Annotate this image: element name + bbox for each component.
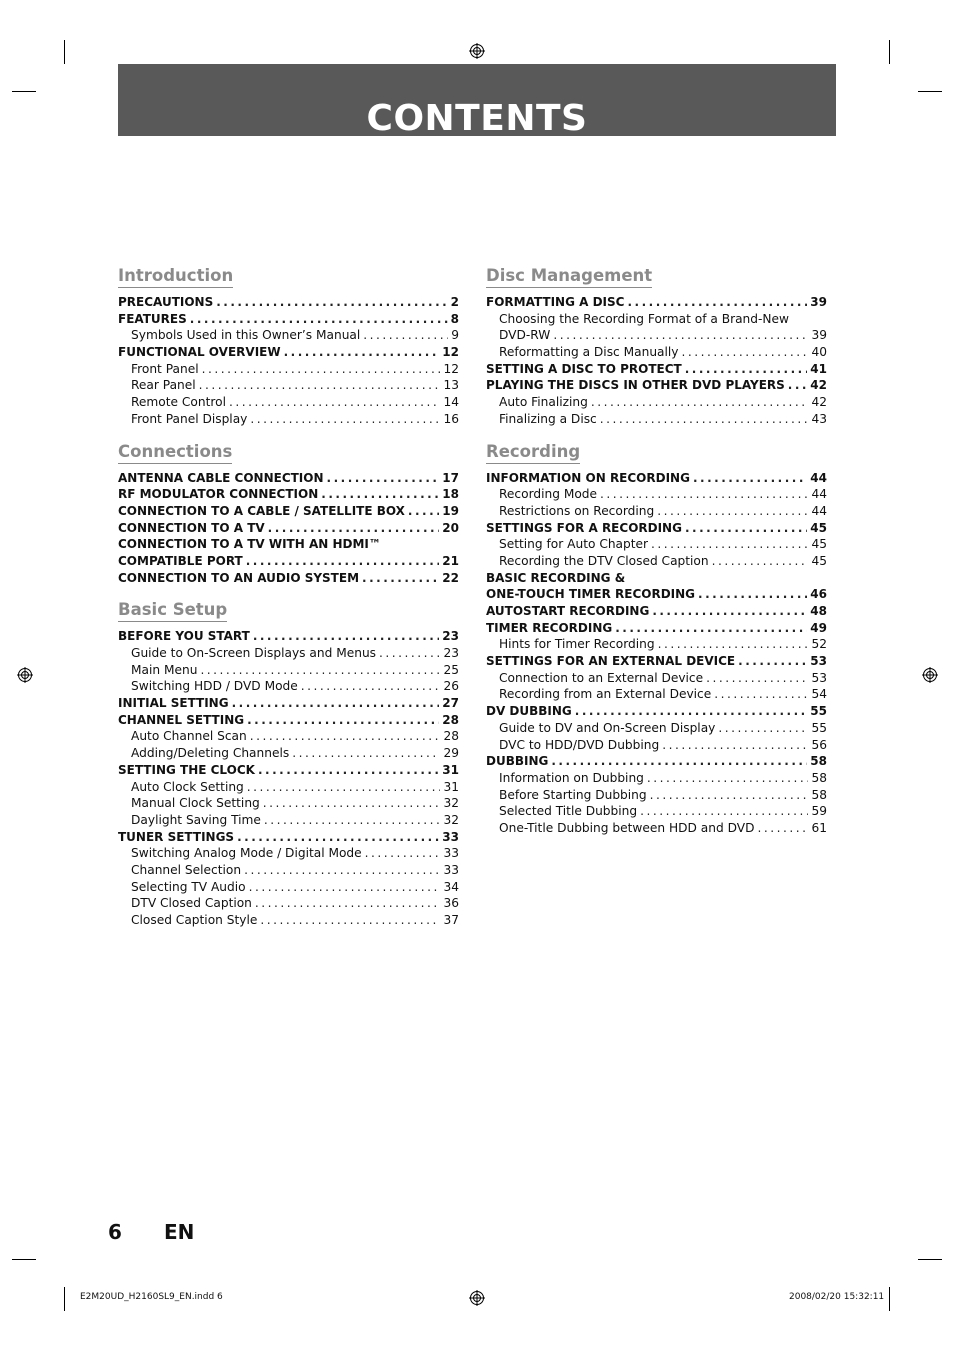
section-title: Introduction: [118, 265, 233, 288]
toc-entry-label: FORMATTING A DISC: [486, 295, 625, 309]
toc-entry[interactable]: [118, 628, 459, 645]
dot-leader: [600, 486, 808, 503]
toc-entry[interactable]: [486, 820, 827, 837]
dot-leader: [652, 603, 807, 620]
toc-entry-page: 37: [443, 913, 459, 927]
dot-leader: [647, 770, 809, 787]
dot-leader: [591, 394, 809, 411]
dot-leader: [379, 645, 440, 662]
dot-leader: [260, 912, 440, 929]
toc-entry-label: Finalizing a Disc: [499, 411, 597, 426]
crop-mark: [918, 91, 942, 92]
toc-entry-label: DV DUBBING: [486, 704, 572, 719]
toc-entry-page: 42: [810, 378, 827, 393]
dot-leader: [237, 829, 439, 846]
toc-entry-label: SETTINGS FOR AN EXTERNAL DEVICE: [486, 654, 736, 669]
dot-leader: [658, 636, 809, 653]
toc-entry[interactable]: [118, 762, 459, 779]
dot-leader: [284, 344, 440, 361]
toc-entry[interactable]: [118, 361, 459, 378]
toc-entry-label: Front Panel: [131, 361, 199, 376]
toc-entry-page: 33: [443, 846, 459, 861]
toc-entry-label: Recording Mode: [499, 487, 598, 502]
toc-entry-page: 29: [443, 746, 459, 761]
section-title: Connections: [118, 441, 232, 464]
toc-entry-page: 44: [811, 503, 827, 518]
dot-leader: [246, 553, 440, 570]
dot-leader: [190, 311, 448, 328]
toc-entry[interactable]: [118, 645, 459, 662]
toc-entry-page: 8: [450, 311, 459, 326]
toc-entry[interactable]: [486, 327, 827, 344]
toc-entry-page: 34: [443, 879, 459, 894]
dot-leader: [200, 662, 440, 679]
toc-entry-label: Manual Clock Setting: [131, 796, 260, 811]
toc-left-column: [118, 265, 459, 942]
toc-entry[interactable]: [486, 586, 827, 603]
dot-leader: [365, 845, 441, 862]
toc-entry[interactable]: [118, 745, 459, 762]
toc-entry-page: 42: [811, 395, 827, 410]
toc-entry-page: 44: [810, 470, 827, 485]
dot-leader: [247, 712, 439, 729]
toc-entry-label: Rear Panel: [131, 378, 196, 393]
crop-mark: [889, 1287, 890, 1311]
toc-section-basic-setup: [118, 599, 459, 928]
toc-entry-page: 21: [442, 553, 459, 568]
toc-entry[interactable]: [118, 795, 459, 812]
toc-entry-label: CONNECTION TO A TV: [118, 520, 265, 535]
toc-entry[interactable]: [118, 570, 459, 587]
toc-entry[interactable]: [118, 845, 459, 862]
toc-entry-label: Closed Caption Style: [131, 913, 258, 927]
dot-leader: [229, 394, 441, 411]
toc-entry[interactable]: [486, 394, 827, 411]
toc-entry-page: 9: [451, 328, 459, 343]
toc-entry-page: 32: [443, 796, 459, 811]
toc-entry-page: 45: [811, 537, 827, 552]
toc-entry[interactable]: [118, 695, 459, 712]
toc-entry[interactable]: [118, 311, 459, 328]
toc-entry[interactable]: [486, 787, 827, 804]
toc-entry-label: Main Menu: [131, 662, 198, 677]
toc-entry-label: ANTENNA CABLE CONNECTION: [118, 470, 324, 485]
toc-entry-label: Symbols Used in this Owner’s Manual: [131, 328, 361, 343]
toc-entry[interactable]: [118, 812, 459, 829]
dot-leader: [292, 745, 440, 762]
toc-entry-page: 18: [442, 487, 459, 502]
toc-entry[interactable]: [118, 553, 459, 570]
toc-entry-page: 61: [811, 820, 827, 835]
toc-entry-page: 58: [810, 754, 827, 769]
toc-entry-label: PRECAUTIONS: [118, 295, 214, 309]
dot-leader: [327, 470, 440, 487]
crop-mark: [64, 1287, 65, 1311]
toc-entry-page: 2: [450, 295, 459, 309]
toc-entry-page: 31: [443, 779, 459, 794]
toc-entry-label: Recording from an External Device: [499, 687, 712, 702]
dot-leader: [247, 779, 441, 796]
toc-entry[interactable]: [486, 294, 827, 311]
toc-entry[interactable]: [118, 470, 459, 487]
toc-entry-page: 52: [811, 637, 827, 652]
toc-entry[interactable]: [118, 294, 459, 311]
crop-mark: [12, 91, 36, 92]
toc-entry-page: 53: [811, 670, 827, 685]
dot-leader: [682, 344, 809, 361]
toc-entry[interactable]: [486, 486, 827, 503]
toc-entry-page: 12: [442, 345, 459, 360]
section-title: Recording: [486, 441, 580, 464]
toc-entry-page: 23: [442, 629, 459, 644]
toc-entry-page: 49: [810, 620, 827, 635]
toc-entry[interactable]: [486, 603, 827, 620]
toc-entry[interactable]: [118, 862, 459, 879]
toc-entry-label: Switching Analog Mode / Digital Mode: [131, 846, 362, 861]
toc-entry-label: TUNER SETTINGS: [118, 829, 235, 844]
toc-entry[interactable]: [118, 520, 459, 537]
toc-entry-label: Selecting TV Audio: [131, 879, 246, 894]
dot-leader: [263, 795, 441, 812]
toc-entry[interactable]: [486, 737, 827, 754]
dot-leader: [662, 737, 808, 754]
toc-entry-label: Connection to an External Device: [499, 670, 704, 685]
toc-entry-label: BASIC RECORDING &: [486, 570, 626, 585]
toc-entry[interactable]: [486, 720, 827, 737]
toc-entry[interactable]: [486, 311, 827, 328]
toc-entry[interactable]: [486, 753, 827, 770]
toc-entry[interactable]: [486, 770, 827, 787]
section-title: Disc Management: [486, 265, 652, 288]
dot-leader: [627, 294, 807, 311]
dot-leader: [268, 520, 440, 537]
toc-entry-label: BEFORE YOU START: [118, 629, 250, 644]
toc-entry-page: 56: [811, 737, 827, 752]
toc-entry-label: Switching HDD / DVD Mode: [131, 679, 298, 694]
toc-entry-label: TIMER RECORDING: [486, 620, 613, 635]
toc-section-connections: [118, 441, 459, 587]
dot-leader: [650, 787, 809, 804]
toc-entry-page: 22: [442, 570, 459, 585]
language-code: EN: [164, 1220, 195, 1244]
dot-leader: [199, 377, 441, 394]
toc-entry-label: DTV Closed Caption: [131, 896, 252, 911]
toc-section-recording: [486, 441, 827, 837]
toc-entry-label: Choosing the Recording Format of a Brand-New: [499, 311, 789, 326]
toc-entry-label: DUBBING: [486, 754, 549, 769]
toc-entry-page: 58: [811, 770, 827, 785]
toc-entry[interactable]: [118, 662, 459, 679]
toc-entry-page: 23: [443, 646, 459, 660]
toc-entry-page: 31: [442, 762, 459, 777]
page-number: 6: [108, 1220, 122, 1244]
registration-mark-icon: [17, 667, 33, 683]
toc-entry-page: 44: [811, 487, 827, 502]
toc-entry-page: 19: [442, 503, 459, 518]
toc-entry-label: INITIAL SETTING: [118, 696, 229, 711]
toc-entry-label: CONNECTION TO AN AUDIO SYSTEM: [118, 570, 360, 585]
dot-leader: [301, 678, 441, 695]
toc-entry-page: 25: [443, 662, 459, 677]
toc-entry-page: 58: [811, 787, 827, 802]
dot-leader: [363, 327, 448, 344]
toc-entry[interactable]: [118, 895, 459, 912]
toc-entry[interactable]: [486, 520, 827, 537]
toc-entry-page: 14: [443, 395, 459, 410]
dot-leader: [264, 812, 441, 829]
toc-entry-label: Information on Dubbing: [499, 770, 644, 785]
toc-entry-page: 20: [442, 520, 459, 535]
toc-entry-label: CHANNEL SETTING: [118, 712, 245, 727]
toc-entry[interactable]: [118, 879, 459, 896]
toc-entry-label: Adding/Deleting Channels: [131, 746, 290, 761]
toc-entry-page: 55: [811, 720, 827, 735]
section-title: Basic Setup: [118, 599, 227, 622]
toc-entry-page: 28: [442, 712, 459, 727]
toc-entry-label: Auto Clock Setting: [131, 779, 244, 794]
toc-entry[interactable]: [118, 377, 459, 394]
toc-entry-page: 26: [443, 679, 459, 694]
registration-mark-icon: [922, 667, 938, 683]
toc-entry-page: 17: [442, 470, 459, 485]
toc-entry[interactable]: [486, 703, 827, 720]
toc-entry-label: SETTING THE CLOCK: [118, 762, 255, 777]
toc-entry-label: AUTOSTART RECORDING: [486, 604, 650, 618]
toc-entry-label: Guide to DV and On-Screen Display: [499, 720, 716, 735]
toc-entry-label: SETTINGS FOR A RECORDING: [486, 520, 682, 535]
toc-entry[interactable]: [486, 686, 827, 703]
toc-entry[interactable]: [486, 570, 827, 587]
toc-entry[interactable]: [118, 912, 459, 929]
toc-entry-page: 27: [442, 696, 459, 711]
dot-leader: [250, 728, 441, 745]
toc-entry-page: 53: [810, 654, 827, 669]
dot-leader: [553, 327, 808, 344]
dot-leader: [738, 653, 807, 670]
toc-entry[interactable]: [118, 779, 459, 796]
dot-leader: [216, 294, 447, 311]
toc-entry[interactable]: [118, 411, 459, 428]
crop-mark: [889, 40, 890, 64]
registration-mark-icon: [469, 1290, 485, 1306]
dot-leader: [718, 720, 808, 737]
toc-entry-label: Auto Finalizing: [499, 395, 588, 410]
dot-leader: [788, 377, 808, 394]
dot-leader: [250, 411, 440, 428]
toc-entry[interactable]: [486, 553, 827, 570]
dot-leader: [615, 620, 807, 637]
dot-leader: [253, 628, 439, 645]
toc-entry[interactable]: [486, 503, 827, 520]
toc-entry[interactable]: [118, 503, 459, 520]
toc-entry-page: 59: [811, 804, 827, 819]
toc-entry-label: CONNECTION TO A TV WITH AN HDMI™: [118, 537, 381, 552]
dot-leader: [249, 879, 441, 896]
dot-leader: [600, 411, 809, 428]
toc-entry-page: 40: [811, 345, 827, 360]
toc-section-disc-management: [486, 265, 827, 428]
toc-entry-page: 16: [443, 411, 459, 426]
toc-entry-label: FEATURES: [118, 311, 187, 326]
page-title: CONTENTS: [366, 98, 588, 139]
title-banner: [118, 64, 836, 139]
toc-entry-page: 55: [810, 704, 827, 719]
dot-leader: [362, 570, 439, 587]
toc-entry[interactable]: [486, 411, 827, 428]
toc-entry-label: FUNCTIONAL OVERVIEW: [118, 345, 281, 360]
dot-leader: [706, 670, 808, 687]
toc-entry-label: RF MODULATOR CONNECTION: [118, 487, 319, 502]
dot-leader: [757, 820, 808, 837]
dot-leader: [244, 862, 440, 879]
dot-leader: [651, 536, 808, 553]
toc-entry-label: DVC to HDD/DVD Dubbing: [499, 737, 660, 752]
toc-entry[interactable]: [118, 536, 459, 553]
toc-entry-label: Auto Channel Scan: [131, 729, 247, 744]
toc-entry[interactable]: [118, 678, 459, 695]
dot-leader: [685, 520, 807, 537]
dot-leader: [640, 803, 808, 820]
dot-leader: [202, 361, 441, 378]
toc-entry-label: Restrictions on Recording: [499, 503, 655, 518]
dot-leader: [255, 895, 441, 912]
toc-entry-page: 45: [811, 553, 827, 568]
toc-entry-label: Selected Title Dubbing: [499, 804, 638, 819]
toc-entry-label: One-Title Dubbing between HDD and DVD: [499, 820, 755, 835]
toc-entry[interactable]: [118, 344, 459, 361]
toc-entry-label: Front Panel Display: [131, 411, 248, 426]
dot-leader: [698, 586, 807, 603]
toc-entry-page: 45: [810, 520, 827, 535]
toc-entry-page: 33: [443, 862, 459, 877]
dot-leader: [712, 553, 809, 570]
toc-entry[interactable]: [486, 620, 827, 637]
toc-entry[interactable]: [118, 486, 459, 503]
toc-entry[interactable]: [486, 361, 827, 378]
dot-leader: [321, 486, 439, 503]
dot-leader: [714, 686, 808, 703]
dot-leader: [693, 470, 807, 487]
toc-entry-page: 46: [810, 587, 827, 602]
toc-entry[interactable]: [486, 653, 827, 670]
toc-entry-label: PLAYING THE DISCS IN OTHER DVD PLAYERS: [486, 378, 785, 393]
dot-leader: [657, 503, 808, 520]
dot-leader: [551, 753, 807, 770]
dot-leader: [685, 361, 808, 378]
dot-leader: [232, 695, 440, 712]
toc-entry-page: 28: [443, 729, 459, 744]
toc-entry[interactable]: [486, 470, 827, 487]
toc-entry-label: SETTING A DISC TO PROTECT: [486, 361, 682, 376]
toc-entry-label: Guide to On-Screen Displays and Menus: [131, 646, 377, 660]
dot-leader: [258, 762, 439, 779]
toc-entry-page: 12: [443, 361, 459, 376]
toc-entry-page: 13: [443, 378, 459, 393]
toc-entry[interactable]: [486, 670, 827, 687]
toc-entry[interactable]: [118, 829, 459, 846]
dot-leader: [408, 503, 439, 520]
toc-entry-page: 48: [810, 604, 827, 618]
crop-mark: [918, 1259, 942, 1260]
toc-entry-label: ONE-TOUCH TIMER RECORDING: [486, 587, 696, 602]
toc-entry[interactable]: [486, 803, 827, 820]
toc-entry-label: COMPATIBLE PORT: [118, 553, 243, 568]
toc-entry[interactable]: [486, 536, 827, 553]
toc-entry[interactable]: [118, 712, 459, 729]
toc-entry-page: 54: [811, 687, 827, 702]
crop-mark: [12, 1259, 36, 1260]
toc-entry-label: Reformatting a Disc Manually: [499, 345, 679, 360]
date-slug: 2008/02/20 15:32:11: [789, 1292, 885, 1302]
toc-entry[interactable]: [486, 377, 827, 394]
toc-entry-label: Remote Control: [131, 395, 226, 410]
toc-entry-label: Before Starting Dubbing: [499, 787, 647, 802]
toc-entry[interactable]: [118, 394, 459, 411]
dot-leader: [575, 703, 808, 720]
toc-entry-page: 39: [811, 328, 827, 343]
toc-right-column: [486, 265, 827, 850]
toc-entry-page: 43: [811, 411, 827, 426]
toc-entry-label: CONNECTION TO A CABLE / SATELLITE BOX: [118, 503, 405, 518]
toc-entry[interactable]: [118, 728, 459, 745]
file-slug: E2M20UD_H2160SL9_EN.indd 6: [80, 1292, 223, 1302]
toc-entry-page: 41: [810, 361, 827, 376]
registration-mark-icon: [469, 43, 485, 59]
crop-mark: [64, 40, 65, 64]
toc-entry-label: Recording the DTV Closed Caption: [499, 553, 709, 568]
toc-entry-label: Setting for Auto Chapter: [499, 537, 649, 552]
toc-entry-label: Daylight Saving Time: [131, 812, 261, 827]
toc-entry-label: Channel Selection: [131, 862, 242, 877]
toc-section-introduction: [118, 265, 459, 428]
toc-entry[interactable]: [486, 344, 827, 361]
toc-entry-page: 32: [443, 812, 459, 827]
toc-entry[interactable]: [118, 327, 459, 344]
toc-entry-label: Hints for Timer Recording: [499, 637, 655, 652]
toc-entry-page: 33: [442, 829, 459, 844]
toc-entry-page: 39: [810, 295, 827, 309]
toc-entry[interactable]: [486, 636, 827, 653]
toc-entry-label: DVD-RW: [499, 328, 551, 343]
toc-entry-page: 36: [443, 896, 459, 911]
toc-entry-label: INFORMATION ON RECORDING: [486, 470, 690, 485]
